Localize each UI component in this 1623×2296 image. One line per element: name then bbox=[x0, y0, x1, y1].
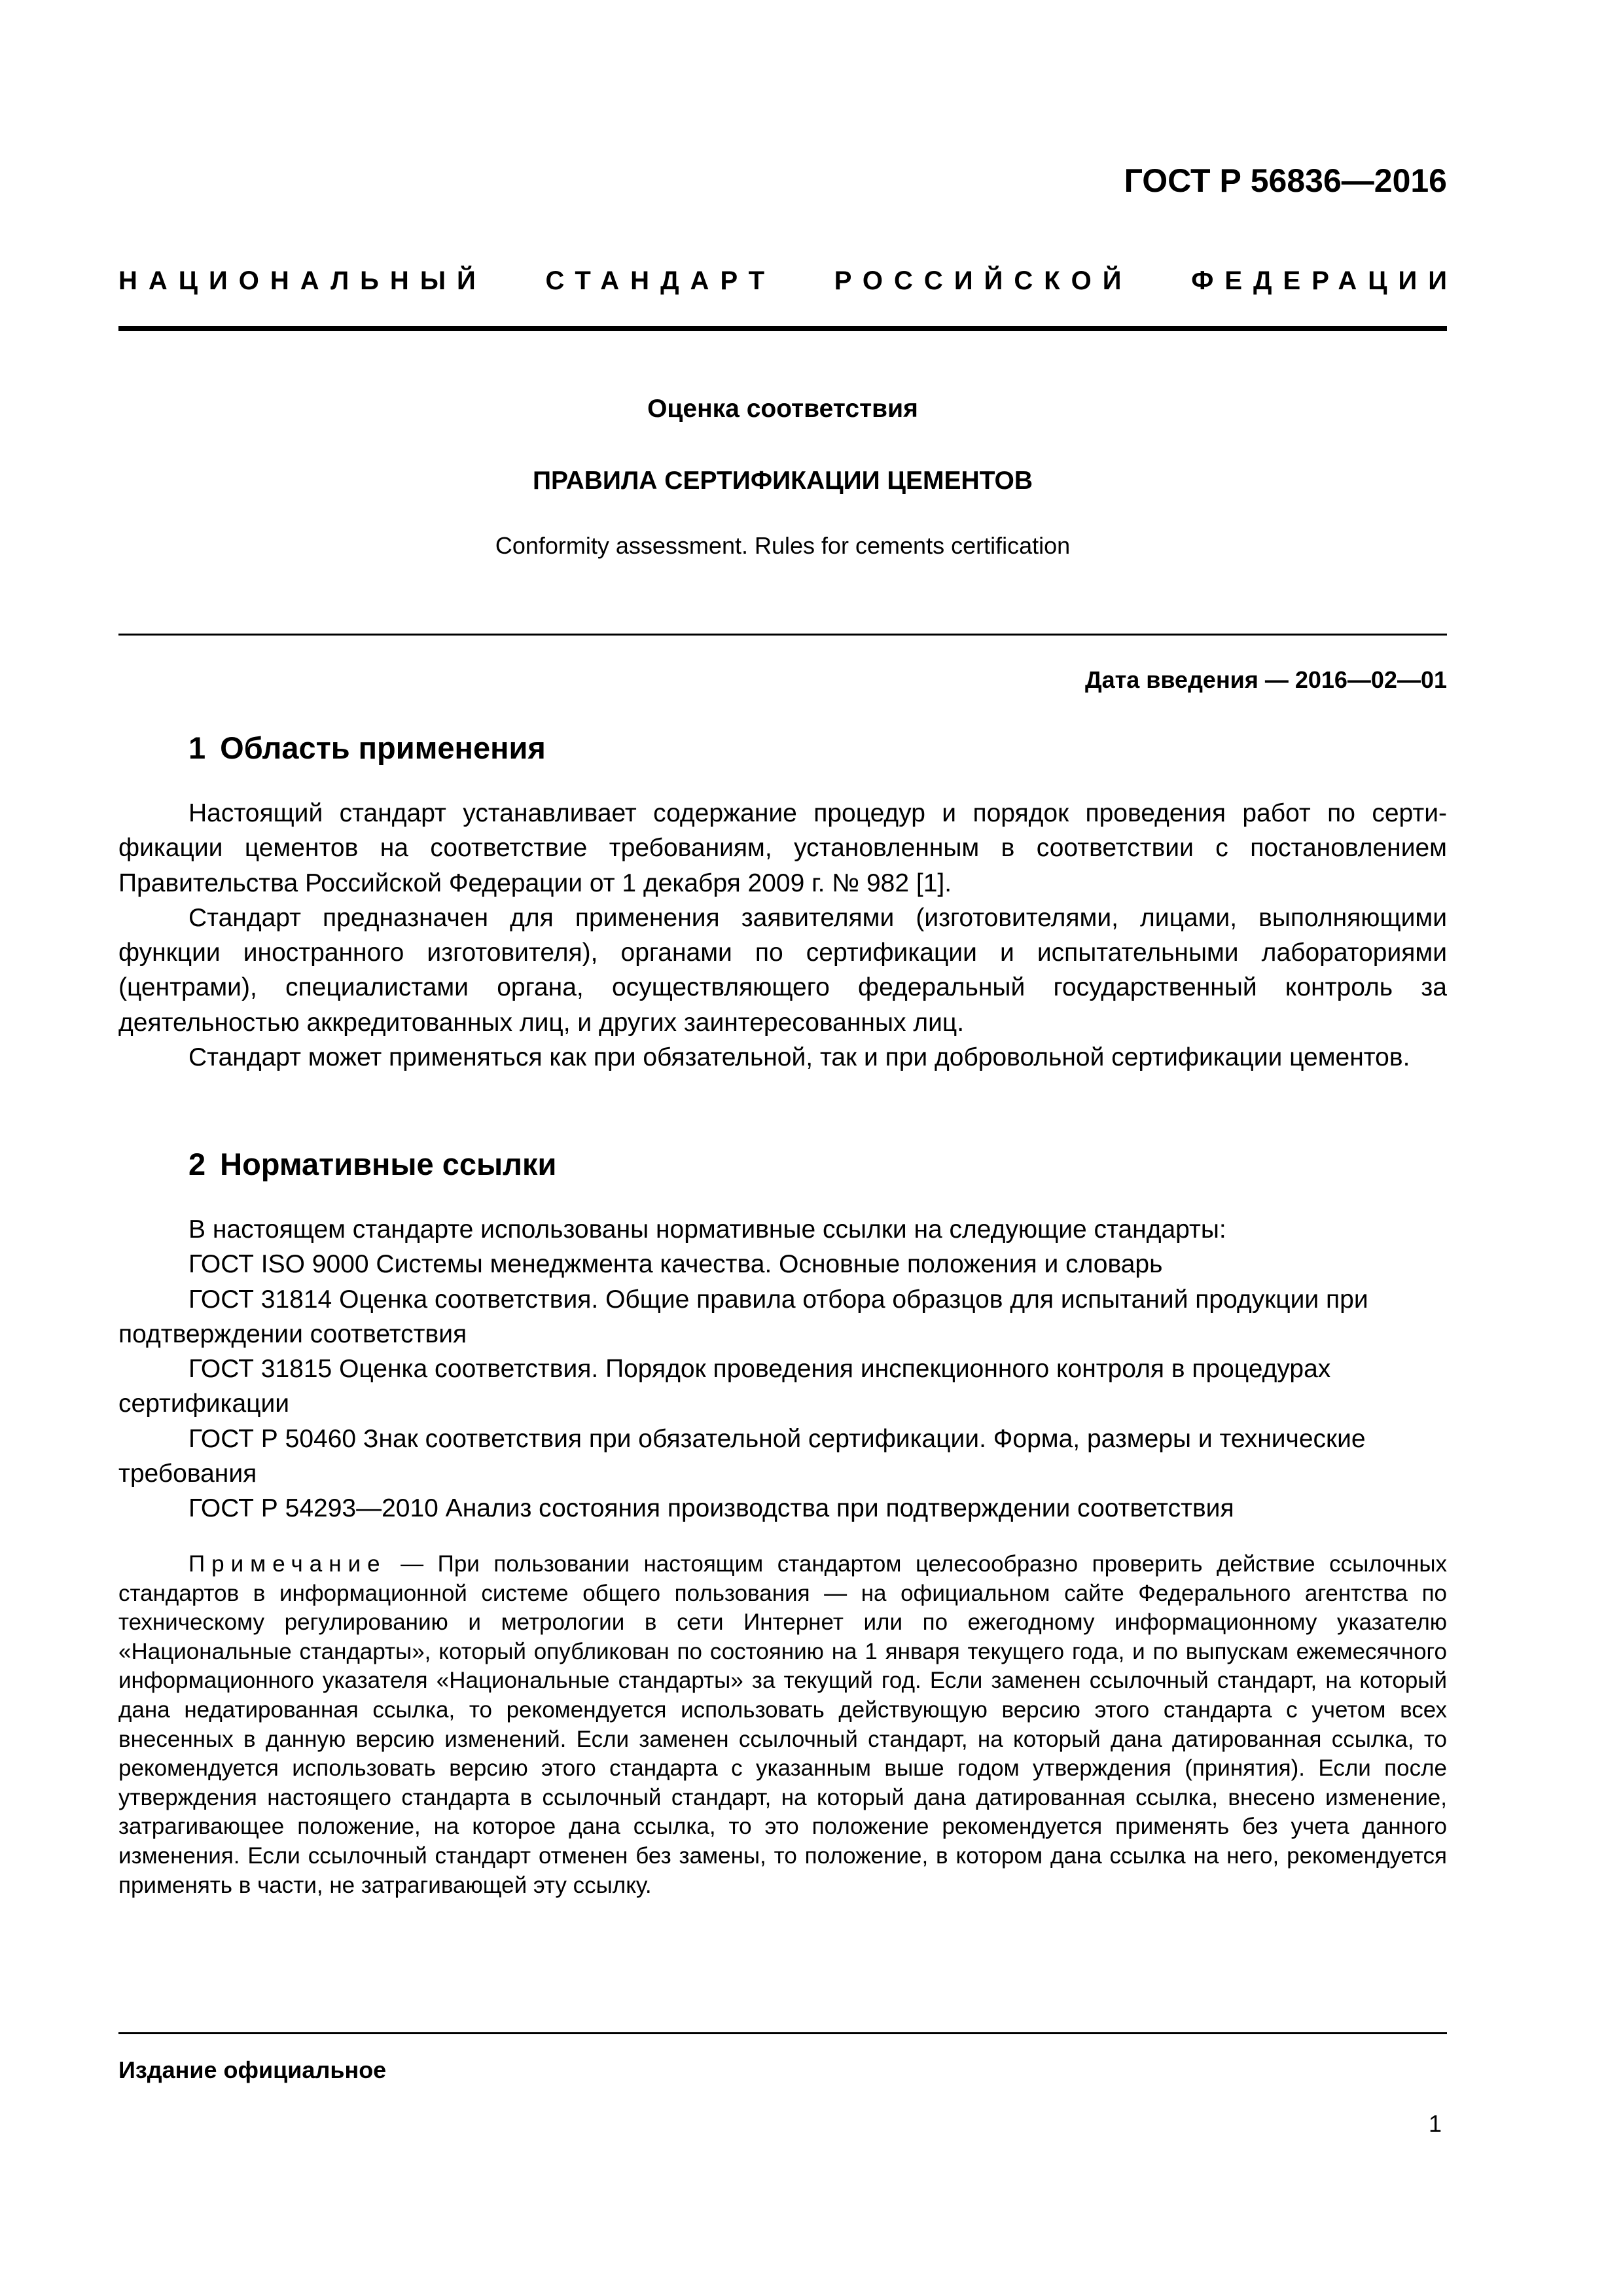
section-heading-scope bbox=[188, 729, 546, 767]
banner-word: ФЕДЕРАЦИИ bbox=[1191, 266, 1458, 295]
document-page bbox=[118, 0, 1458, 2296]
document-title: ПРАВИЛА СЕРТИФИКАЦИИ ЦЕМЕНТОВ bbox=[532, 467, 1033, 495]
reference-item: ГОСТ Р 54293—2010 Анализ состояния производства при подтверждении соответствия bbox=[188, 1494, 1234, 1523]
gost-number: ГОСТ Р 56836—2016 bbox=[1124, 162, 1447, 199]
document-subject: Оценка соответствия bbox=[647, 395, 918, 423]
reference-item: ГОСТ 31814 Оценка соответствия. Общие правила отбора образцов для испытаний продукции при подтверждении соответствия bbox=[118, 1285, 1368, 1348]
paragraph: Стандарт предназначен для применения заявителями (изготовителями, лицами, выполняющими функции иностранного изготовителя), органами по сертификации и испытательными лабораториями (центрами), специалистами органа, осуществляющего федеральный государственный контроль за деятельностью аккредитованных лиц, и других заинтересованных лиц. bbox=[118, 903, 1447, 1037]
note-label: Примечание bbox=[188, 1551, 387, 1577]
note-text: — При пользовании настоящим стандартом целесообразно проверить действие ссылочных стандартов в информационной системе общего пользования — на официальном сайте Федерального агентства по техническому регулированию и метрологии в сети Интернет или по ежегодному информационному указателю «Национальные стандарты», который опубликован по состоянию на 1 января текущего года, и по выпускам ежемесячного информационного указателя «Национальные стандарты» за текущий год. Если заменен ссылочный стандарт, на который дана недатированная ссылка, то рекомендуется использовать действующую версию этого стандарта с учетом всех внесенных в данную версию изменений. Если заменен ссылочный стандарт, на который дана датированная ссылка, то рекомендуется использовать версию этого стандарта с указанным выше годом утверждения (принятия). Если после утверждения настоящего стандарта в ссылочный стандарт, на который дана датированная ссылка, внесено изменение, затрагивающее положение, на которое дана ссылка, то это положение рекомендуется применять без учета данного изменения. Если ссылочный стандарт отменен без замены, то положение, в котором дана ссылка на него, рекомендуется применять в части, не затрагивающей эту ссылку. bbox=[118, 1551, 1447, 1898]
section-number: 2 bbox=[188, 1147, 206, 1181]
paragraph: Стандарт может применяться как при обязательной, так и при добровольной сертификации цементов. bbox=[188, 1043, 1410, 1072]
footer-divider bbox=[118, 2032, 1447, 2034]
section-heading-normative-references bbox=[188, 1145, 556, 1183]
reference-item: ГОСТ ISO 9000 Системы менеджмента качества. Основные положения и словарь bbox=[188, 1250, 1163, 1279]
section-number: 1 bbox=[188, 730, 206, 765]
header-divider bbox=[118, 326, 1447, 331]
national-standard-banner bbox=[118, 264, 1458, 297]
paragraph: Настоящий стандарт устанавливает содержание процедур и порядок проведения работ по сертификации цементов на соответствие требованиям, установленным в соответствии с постановлением Правительства Российской Федерации от 1 декабря 2009 г. № 982 [1]. bbox=[118, 799, 1447, 897]
page-number: 1 bbox=[1428, 2110, 1442, 2137]
document-title-english: Conformity assessment. Rules for cements certification bbox=[495, 532, 1071, 559]
introduction-date: Дата введения — 2016—02—01 bbox=[1084, 666, 1447, 693]
official-edition-label: Издание официальное bbox=[118, 2056, 387, 2083]
banner-word: СТАНДАРТ bbox=[545, 266, 776, 295]
reference-item: ГОСТ 31815 Оценка соответствия. Порядок проведения инспекционного контроля в процедурах сертификации bbox=[118, 1355, 1331, 1418]
section-title: Нормативные ссылки bbox=[220, 1147, 557, 1181]
scope-section-body bbox=[118, 796, 1447, 1075]
section-title: Область применения bbox=[220, 730, 546, 765]
banner-word: НАЦИОНАЛЬНЫЙ bbox=[118, 266, 487, 295]
reference-item: ГОСТ Р 50460 Знак соответствия при обязательной сертификации. Форма, размеры и технические требования bbox=[118, 1424, 1366, 1488]
references-section-body bbox=[118, 1212, 1447, 1526]
banner-word: РОССИЙСКОЙ bbox=[834, 266, 1133, 295]
note-paragraph bbox=[118, 1550, 1447, 1900]
title-divider bbox=[118, 634, 1447, 636]
references-intro: В настоящем стандарте использованы нормативные ссылки на следующие стандарты: bbox=[188, 1215, 1226, 1244]
